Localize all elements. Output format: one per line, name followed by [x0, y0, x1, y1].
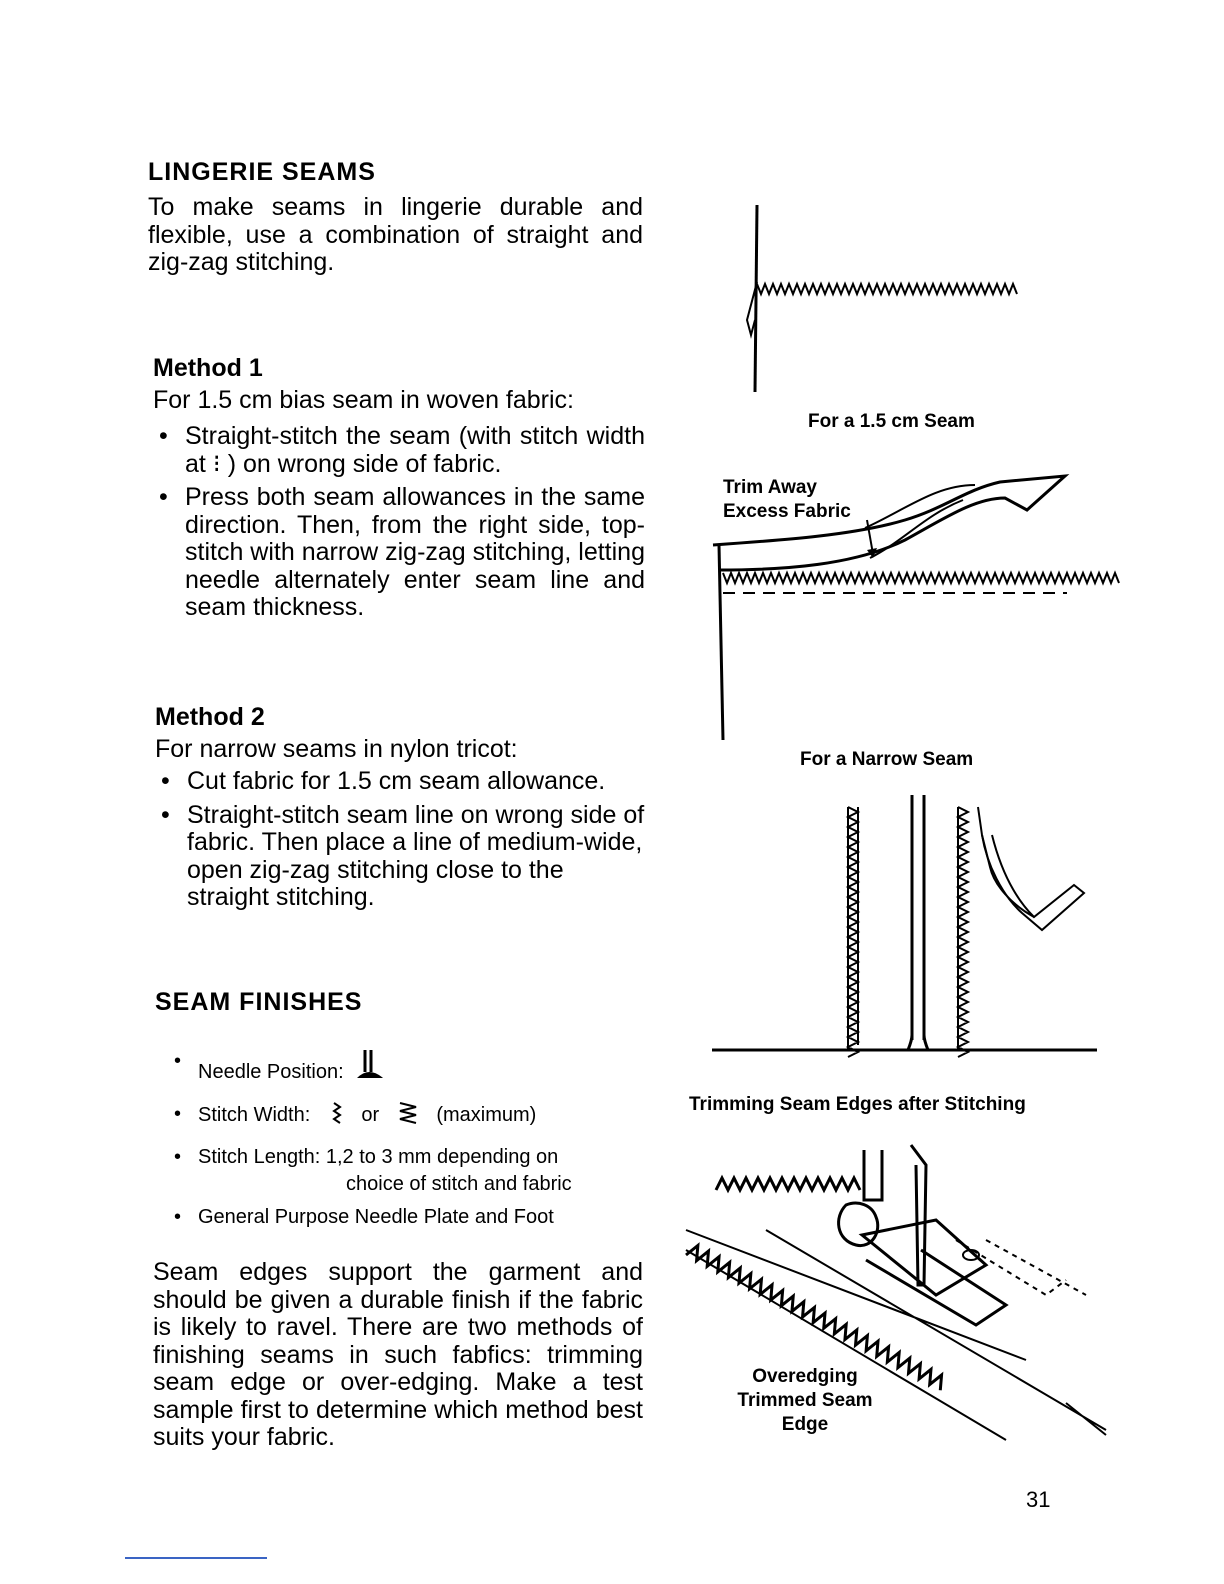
stitch-length-item: • Stitch Length: 1,2 to 3 mm depending on choice of stitch and fabric	[172, 1144, 642, 1198]
list-item: • Straight-stitch the seam (with stitch width at ⁝ ) on wrong side of fabric.	[153, 423, 645, 478]
needle-position-item: • Needle Position:	[172, 1048, 642, 1086]
seam-finishes-heading: SEAM FINISHES	[155, 988, 363, 1016]
method2-lead: For narrow seams in nylon tricot:	[155, 735, 518, 763]
seam-finishes-body: Seam edges support the garment and should be given a durable finish if the fabric is likely to ravel. There are two methods of finishing seams in such fabfics: trimming seam edge or over-edging. Make a test sample first to determine which method best suits your fabric.	[153, 1258, 643, 1451]
figure-2-caption: For a Narrow Seam	[800, 749, 974, 770]
figure-3-caption: Trimming Seam Edges after Stitching	[689, 1094, 1026, 1115]
figure-1-5cm-seam	[735, 200, 1055, 400]
figure-1-caption: For a 1.5 cm Seam	[808, 411, 975, 432]
method2-list	[155, 768, 673, 918]
method1-lead: For 1.5 cm bias seam in woven fabric:	[153, 386, 574, 414]
figure-trimming-seam	[712, 795, 1102, 1060]
trim-label: Trim Away Excess Fabric	[723, 477, 851, 522]
needle-center-icon	[355, 1048, 385, 1082]
settings-list	[172, 1048, 642, 1246]
method1-list	[153, 423, 645, 628]
footer-rule	[125, 1557, 267, 1559]
list-item: • Straight-stitch seam line on wrong side of fabric. Then place a line of medium-wide, open zig-zag stitching close to the straight stitching.	[155, 802, 647, 912]
overedging-label: Overedging Trimmed Seam Edge	[737, 1366, 873, 1435]
list-item: • Press both seam allowances in the same direction. Then, from the right side, top-stitch with narrow zig-zag stitching, letting needle alternately enter seam line and seam thickness.	[153, 484, 645, 622]
method2-heading: Method 2	[155, 703, 265, 731]
figure-narrow-seam	[705, 470, 1075, 750]
lingerie-intro: To make seams in lingerie durable and flexible, use a combination of straight and zig-zag stitching.	[148, 193, 643, 276]
stitch-width-item: • Stitch Width: or (maximum)	[172, 1101, 642, 1129]
needle-plate-item: • General Purpose Needle Plate and Foot	[172, 1204, 642, 1231]
method1-heading: Method 1	[153, 354, 263, 382]
lingerie-heading: LINGERIE SEAMS	[148, 158, 376, 186]
wide-zigzag-icon	[397, 1101, 419, 1127]
page-number: 31	[1026, 1487, 1051, 1512]
narrow-zigzag-icon	[330, 1101, 344, 1127]
list-item: • Cut fabric for 1.5 cm seam allowance.	[155, 768, 673, 796]
